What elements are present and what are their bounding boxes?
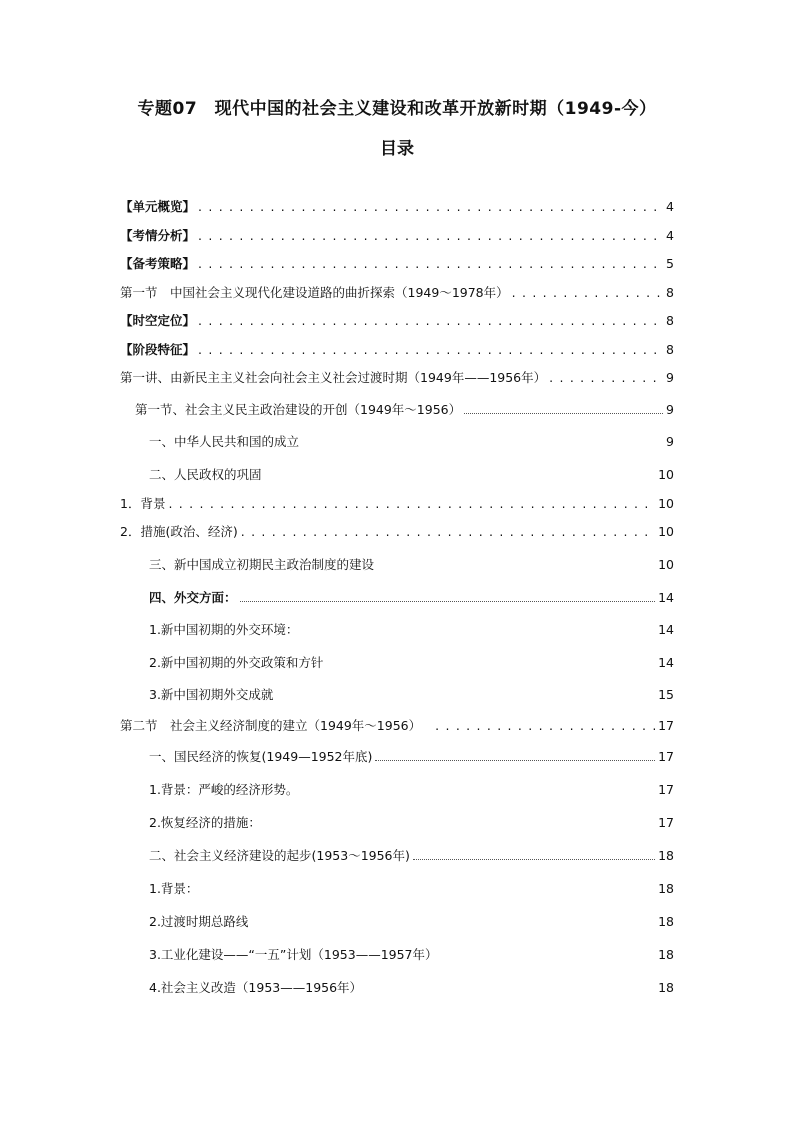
toc-entry-page: 9 — [666, 402, 674, 417]
toc-entry-label: 二、人民政权的巩固 — [149, 467, 262, 482]
toc-entry-page: 15 — [658, 687, 674, 702]
dot-leader — [198, 228, 663, 244]
toc-entry-general-line[interactable] — [149, 910, 674, 930]
dot-leader — [168, 496, 655, 512]
toc-entry-page: 10 — [658, 496, 674, 511]
toc-entry-page: 17 — [658, 749, 674, 764]
toc-entry-diplomatic-environment[interactable] — [149, 618, 674, 638]
toc-entry-regime-consolidation[interactable] — [149, 463, 674, 483]
toc-entry-diplomatic-achievements[interactable] — [149, 683, 674, 703]
toc-entry-page: 18 — [658, 881, 674, 896]
toc-entry-label: 4.社会主义改造（1953——1956年） — [149, 980, 363, 995]
toc-entry-prep-strategy[interactable] — [120, 252, 674, 272]
toc-heading: 目录 — [380, 139, 414, 159]
toc-entry-page: 14 — [658, 622, 674, 637]
toc-entry-label: 第一节 中国社会主义现代化建设道路的曲折探索（1949～1978年） — [120, 285, 509, 300]
toc-entry-page: 17 — [658, 718, 674, 733]
toc-entry-page: 4 — [666, 228, 674, 243]
toc-entry-start-background[interactable] — [149, 877, 674, 897]
toc-entry-label: 第一讲、由新民主主义社会向社会主义社会过渡时期（1949年——1956年） — [120, 370, 547, 385]
dot-leader — [464, 413, 663, 414]
toc-entry-economic-start[interactable] — [149, 844, 674, 864]
toc-entry-page: 18 — [658, 914, 674, 929]
toc-entry-socialist-transformation[interactable] — [149, 976, 674, 996]
toc-entry-first-five-year-plan[interactable] — [149, 943, 674, 963]
toc-entry-democratic-system[interactable] — [149, 553, 674, 573]
toc-entry-label: 第二节 社会主义经济制度的建立（1949年～1956） — [120, 718, 422, 733]
toc-entry-label: 1.背景：严峻的经济形势。 — [149, 782, 299, 797]
toc-entry-label: 一、国民经济的恢复(1949—1952年底) — [149, 749, 373, 764]
toc-entry-label: 2．措施(政治、经济) — [120, 524, 238, 539]
toc-entry-recovery-measures[interactable] — [149, 811, 674, 831]
toc-entry-label: 2.过渡时期总路线 — [149, 914, 249, 929]
toc-entry-label: 二、社会主义经济建设的起步(1953～1956年) — [149, 848, 410, 863]
toc-entry-lecture-1[interactable] — [120, 366, 674, 386]
toc-entry-economic-recovery[interactable] — [149, 745, 674, 765]
dot-leader — [198, 313, 663, 329]
toc-entry-page: 10 — [658, 557, 674, 572]
toc-entry-label: 四、外交方面： — [149, 590, 237, 605]
toc-entry-page: 8 — [666, 342, 674, 357]
dot-leader — [375, 760, 655, 761]
toc-entry-page: 9 — [666, 370, 674, 385]
toc-entry-exam-analysis[interactable] — [120, 224, 674, 244]
toc-entry-prc-founding[interactable] — [149, 430, 674, 450]
dot-leader — [435, 718, 655, 734]
toc-entry-background[interactable] — [120, 492, 674, 512]
toc-entry-label: 1．背景 — [120, 496, 166, 511]
toc-entry-section-1[interactable] — [120, 281, 674, 301]
toc-entry-page: 8 — [666, 313, 674, 328]
toc-entry-label: 【考情分析】 — [120, 228, 196, 243]
toc-entry-lecture-1-section-1[interactable] — [135, 398, 674, 418]
toc-entry-page: 5 — [666, 256, 674, 271]
toc-entry-label: 3.工业化建设——“一五”计划（1953——1957年） — [149, 947, 438, 962]
toc-entry-unit-overview[interactable] — [120, 195, 674, 215]
toc-entry-page: 4 — [666, 199, 674, 214]
toc-entry-label: 【时空定位】 — [120, 313, 196, 328]
dot-leader — [198, 256, 663, 272]
toc-entry-page: 18 — [658, 947, 674, 962]
toc-entry-label: 【备考策略】 — [120, 256, 196, 271]
toc-entry-diplomatic-policy[interactable] — [149, 651, 674, 671]
document-title: 专题07 现代中国的社会主义建设和改革开放新时期（1949-今） — [137, 99, 657, 119]
dot-leader — [241, 524, 655, 540]
toc-entry-page: 18 — [658, 848, 674, 863]
toc-entry-label: 2.恢复经济的措施： — [149, 815, 261, 830]
dot-leader — [512, 285, 663, 301]
toc-entry-page: 9 — [666, 434, 674, 449]
toc-entry-time-space[interactable] — [120, 309, 674, 329]
toc-entry-label: 3.新中国初期外交成就 — [149, 687, 274, 702]
toc-entry-page: 10 — [658, 467, 674, 482]
toc-entry-label: 2.新中国初期的外交政策和方针 — [149, 655, 324, 670]
toc-entry-page: 14 — [658, 655, 674, 670]
toc-entry-label: 1.新中国初期的外交环境： — [149, 622, 299, 637]
toc-entry-stage-features[interactable] — [120, 338, 674, 358]
toc-entry-page: 17 — [658, 782, 674, 797]
toc-entry-label: 1.背景： — [149, 881, 199, 896]
toc-entry-label: 一、中华人民共和国的成立 — [149, 434, 300, 449]
toc-entry-label: 【单元概览】 — [120, 199, 196, 214]
dot-leader — [413, 859, 655, 860]
dot-leader — [549, 370, 663, 386]
toc-entry-recovery-background[interactable] — [149, 778, 674, 798]
toc-entry-label: 三、新中国成立初期民主政治制度的建设 — [149, 557, 375, 572]
toc-entry-page: 17 — [658, 815, 674, 830]
toc-entry-diplomacy[interactable] — [149, 586, 674, 606]
toc-entry-label: 【阶段特征】 — [120, 342, 196, 357]
dot-leader — [198, 342, 663, 358]
toc-entry-page: 8 — [666, 285, 674, 300]
toc-entry-measures[interactable] — [120, 520, 674, 540]
toc-entry-page: 10 — [658, 524, 674, 539]
dot-leader — [240, 601, 656, 602]
toc-entry-page: 18 — [658, 980, 674, 995]
dot-leader — [198, 199, 663, 215]
toc-entry-label: 第一节、社会主义民主政治建设的开创（1949年～1956） — [135, 402, 462, 417]
toc-entry-page: 14 — [658, 590, 674, 605]
toc-entry-section-2[interactable] — [120, 714, 674, 734]
